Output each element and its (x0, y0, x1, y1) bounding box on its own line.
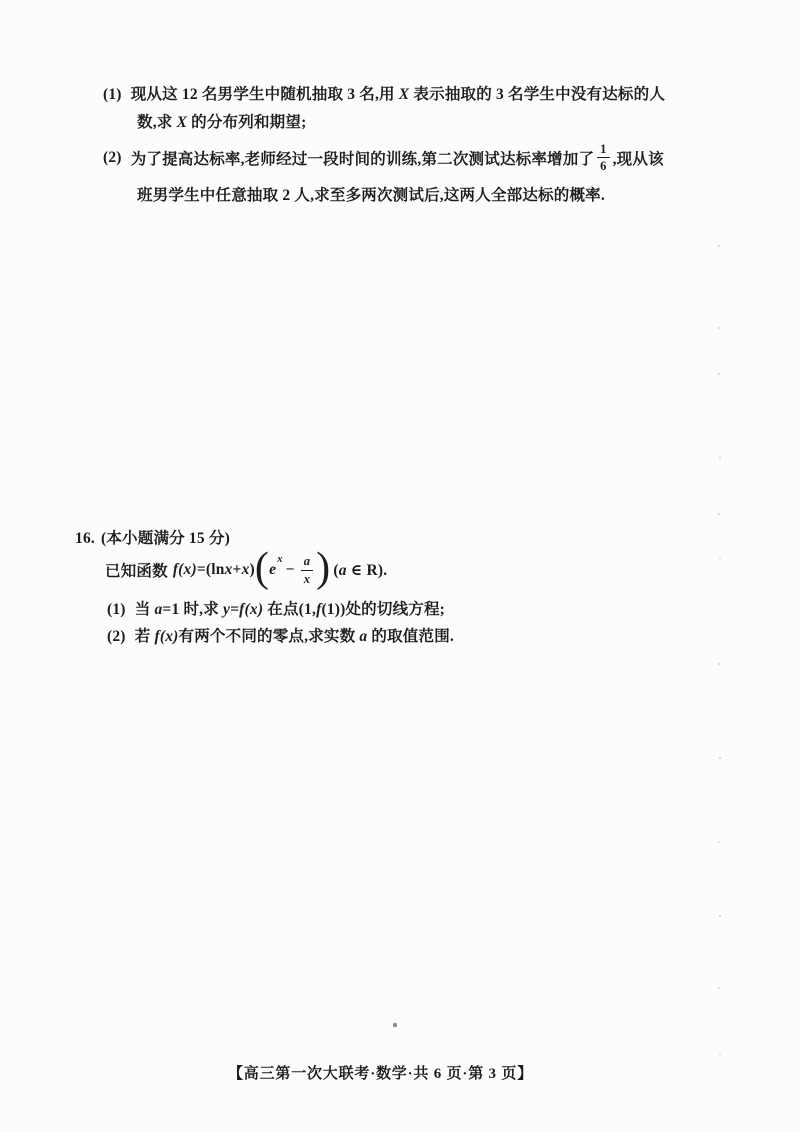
q16-formula-condition (333, 560, 387, 580)
q16-part2-text: 有两个不同的零点,求实数 (178, 628, 360, 645)
math-var-a: a (338, 562, 347, 579)
math-var-x: x (241, 561, 250, 578)
q16-part1-text: 在点 (263, 601, 299, 618)
q16-part2 (107, 624, 454, 646)
q15-part2-label: (2) (103, 148, 122, 166)
q15-part1-text: 表示抽取的 3 名学生中没有达标的人 (409, 86, 666, 103)
q15-part1-line1 (103, 82, 665, 104)
math-var-a: a (154, 601, 163, 618)
q15-part2-text: 为了提高达标率,老师经过一段时间的训练,第二次测试达标率增加了 (130, 150, 595, 168)
q16-part1-label: (1) (107, 601, 126, 618)
q15-part1-text: 的分布列和期望; (187, 114, 307, 131)
q15-part1-label: (1) (103, 86, 122, 103)
math-point-open: (1, (298, 601, 317, 618)
fraction-denominator: x (301, 570, 313, 586)
q16-score-note: (本小题满分 15 分) (100, 530, 230, 547)
math-minus: − (285, 561, 295, 578)
q16-part1-text: =1 时,求 (162, 601, 224, 618)
q15-part2-text: 班男学生中任意抽取 2 人,求至多两次测试后,这两人全部达标的概率. (137, 187, 605, 204)
q16-part1 (107, 597, 445, 619)
math-open-paren: ( (333, 562, 339, 579)
math-plus: + (232, 561, 242, 578)
math-var-X: X (398, 86, 410, 103)
fraction-one-sixth (597, 143, 609, 173)
math-close-paren: ) (249, 561, 255, 578)
scan-speck (393, 1023, 398, 1028)
math-var-e: e (269, 561, 277, 578)
q16-number: 16. (75, 530, 95, 547)
q16-part2-text: 若 (134, 628, 155, 645)
q16-formula-left (173, 561, 255, 579)
math-f-of-x: f(x) (172, 561, 197, 578)
math-y-equals-fx: y=f(x) (223, 601, 264, 618)
q16-formula: 已知函数 f(x)=(lnx+x) ( $e^x$ − $\frac{a}{x}$ ) (a ∈ R). (105, 545, 388, 591)
footer-text: 【高三第一次大联考·数学·共 6 页·第 3 页】 (228, 1066, 534, 1082)
q16-formula-inner (269, 555, 316, 585)
q16-part1-text: 处的切线方程; (345, 601, 446, 618)
math-in-reals: ∈ R). (346, 562, 388, 579)
fraction-numerator: 1 (600, 141, 607, 156)
math-e-power (269, 553, 283, 579)
math-var-f: f (316, 601, 322, 618)
page-footer (228, 1062, 533, 1083)
math-point-close: (1)) (321, 601, 346, 618)
fraction-numerator: a (303, 554, 311, 568)
scan-noise-dots (718, 245, 720, 247)
math-equals-ln: =(ln (196, 561, 225, 578)
math-f-of-x: f(x) (154, 628, 179, 645)
fraction-denominator: 6 (597, 157, 609, 173)
q15-part1-line2 (137, 110, 306, 132)
q15-part1-text: 数,求 (137, 114, 177, 131)
q16-part2-label: (2) (107, 628, 126, 645)
math-exponent-x: x (277, 553, 283, 565)
math-var-x: x (224, 561, 233, 578)
fraction-a-over-x (301, 555, 313, 585)
math-var-a: a (359, 628, 368, 645)
q16-part1-text: 当 (134, 601, 155, 618)
q15-part1-text: 现从这 12 名男学生中随机抽取 3 名,用 (130, 86, 399, 103)
q15-part2-text: ,现从该 (612, 150, 664, 168)
q15-part2-line2 (137, 183, 605, 205)
q15-part2-line1 (103, 140, 664, 175)
q16-part2-text: 的取值范围. (367, 628, 454, 645)
q16-formula-intro: 已知函数 (105, 563, 168, 580)
q16-heading (75, 526, 230, 548)
math-var-X: X (176, 114, 188, 131)
